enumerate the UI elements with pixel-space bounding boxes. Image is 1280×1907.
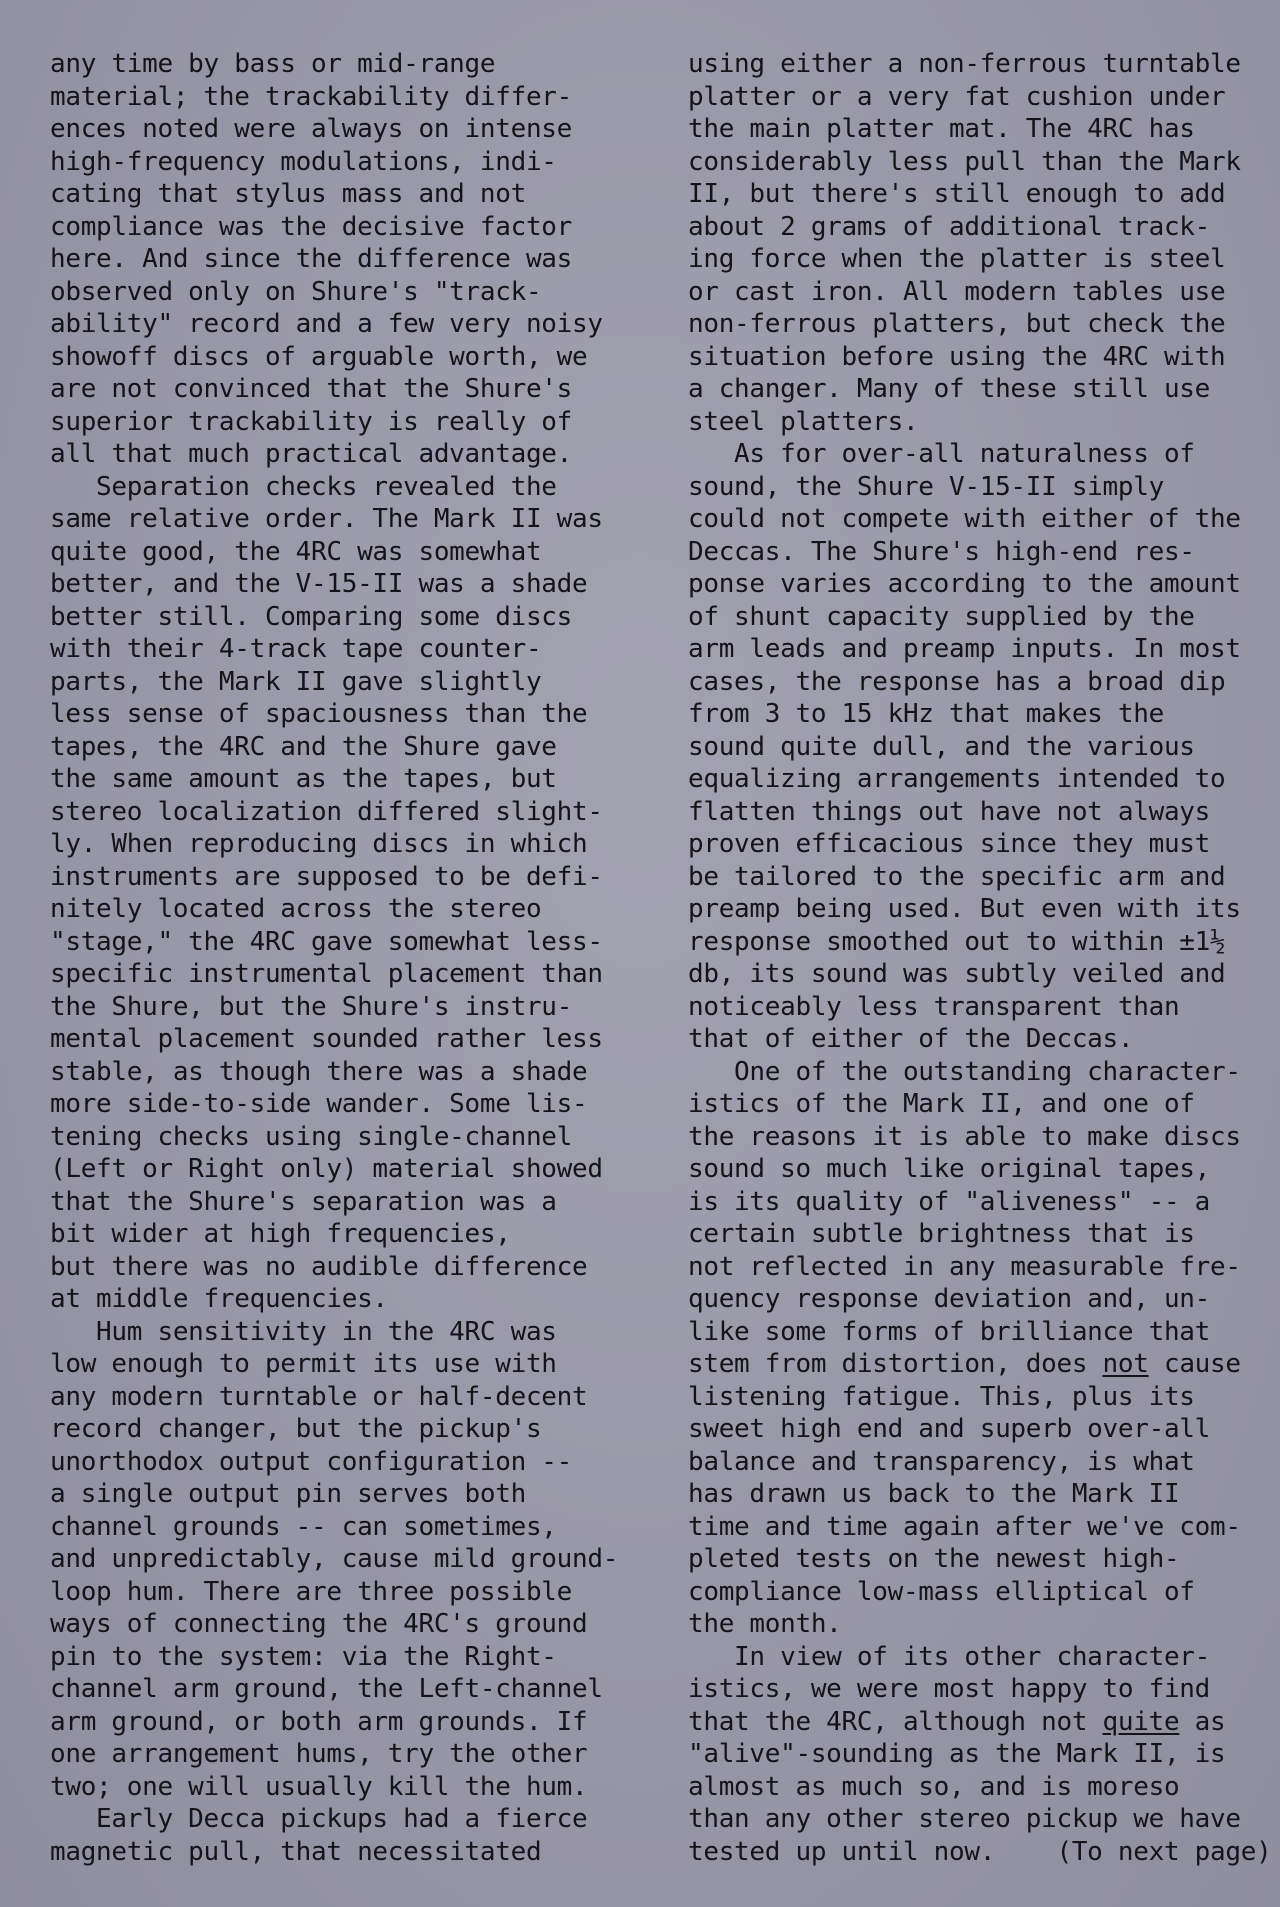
text-line: Early Decca pickups had a fierce bbox=[50, 1804, 588, 1834]
text-line: a single output pin serves both bbox=[50, 1479, 526, 1509]
text-line: nitely located across the stereo bbox=[50, 894, 542, 924]
text-line: preamp being used. But even with its bbox=[688, 894, 1241, 924]
text-line: that the 4RC, although not quite as bbox=[688, 1706, 1226, 1737]
text-line: or cast iron. All modern tables use bbox=[688, 276, 1226, 307]
text-line: observed only on Shure's "track- bbox=[50, 276, 542, 307]
text-line: high-frequency modulations, indi- bbox=[50, 146, 557, 177]
text-line: the reasons it is able to make discs bbox=[688, 1121, 1241, 1152]
text-line: like some forms of brilliance that bbox=[688, 1316, 1211, 1347]
text-line: magnetic pull, that necessitated bbox=[50, 1836, 542, 1867]
text-line: record changer, but the pickup's bbox=[50, 1414, 542, 1444]
text-line: Deccas. The Shure's high-end res- bbox=[688, 536, 1195, 567]
left-text-column bbox=[50, 48, 650, 1868]
text-line: tapes, the 4RC and the Shure gave bbox=[50, 731, 557, 762]
text-line: non-ferrous platters, but check the bbox=[688, 309, 1226, 339]
text-line: bit wider at high frequencies, bbox=[50, 1219, 511, 1249]
text-line: arm ground, or both arm grounds. If bbox=[50, 1706, 588, 1737]
text-line: response smoothed out to within ±1½ bbox=[688, 926, 1226, 957]
text-line: quency response deviation and, un- bbox=[688, 1284, 1211, 1314]
text-line: balance and transparency, is what bbox=[688, 1446, 1195, 1477]
text-line: could not compete with either of the bbox=[688, 504, 1241, 534]
text-line: stable, as though there was a shade bbox=[50, 1056, 588, 1087]
text-line: at middle frequencies. bbox=[50, 1284, 388, 1314]
text-line: tested up until now. (To next page) bbox=[688, 1836, 1272, 1867]
text-line: Hum sensitivity in the 4RC was bbox=[50, 1316, 557, 1347]
text-line: and unpredictably, cause mild ground- bbox=[50, 1544, 619, 1574]
text-line: listening fatigue. This, plus its bbox=[688, 1381, 1195, 1412]
text-line: but there was no audible difference bbox=[50, 1251, 588, 1282]
text-line: the main platter mat. The 4RC has bbox=[688, 114, 1195, 144]
text-line: quite good, the 4RC was somewhat bbox=[50, 536, 542, 567]
emphasis: not bbox=[1102, 1349, 1149, 1379]
text-line: istics, we were most happy to find bbox=[688, 1674, 1211, 1704]
text-line: than any other stereo pickup we have bbox=[688, 1804, 1241, 1834]
text-line: ability" record and a few very noisy bbox=[50, 309, 603, 339]
text-line: a changer. Many of these still use bbox=[688, 374, 1211, 404]
text-line: "alive"-sounding as the Mark II, is bbox=[688, 1739, 1226, 1769]
text-line: that of either of the Deccas. bbox=[688, 1024, 1134, 1054]
text-line: is its quality of "aliveness" -- a bbox=[688, 1186, 1211, 1217]
text-line: cating that stylus mass and not bbox=[50, 179, 526, 209]
text-line: better, and the V-15-II was a shade bbox=[50, 569, 588, 599]
text-line: any time by bass or mid-range bbox=[50, 49, 496, 79]
right-text-column bbox=[688, 48, 1272, 1868]
text-line: time and time again after we've com- bbox=[688, 1511, 1241, 1542]
text-line: of shunt capacity supplied by the bbox=[688, 601, 1195, 632]
text-line: using either a non-ferrous turntable bbox=[688, 49, 1241, 79]
text-line: stem from distortion, does not cause bbox=[688, 1349, 1241, 1379]
text-line: sweet high end and superb over-all bbox=[688, 1414, 1211, 1444]
text-line: loop hum. There are three possible bbox=[50, 1576, 573, 1607]
emphasis: quite bbox=[1102, 1706, 1180, 1737]
text-line: As for over-all naturalness of bbox=[688, 439, 1195, 469]
text-line: compliance low-mass elliptical of bbox=[688, 1576, 1195, 1607]
text-line: ly. When reproducing discs in which bbox=[50, 829, 588, 859]
text-line: not reflected in any measurable fre- bbox=[688, 1251, 1241, 1282]
text-line: better still. Comparing some discs bbox=[50, 601, 573, 632]
text-line: superior trackability is really of bbox=[50, 406, 573, 437]
text-line: tening checks using single-channel bbox=[50, 1121, 573, 1152]
text-line: almost as much so, and is moreso bbox=[688, 1771, 1180, 1802]
text-line: about 2 grams of additional track- bbox=[688, 211, 1211, 242]
text-line: parts, the Mark II gave slightly bbox=[50, 666, 542, 697]
text-line: In view of its other character- bbox=[688, 1641, 1211, 1672]
text-line: pin to the system: via the Right- bbox=[50, 1641, 557, 1672]
text-line: any modern turntable or half-decent bbox=[50, 1381, 588, 1412]
text-line: instruments are supposed to be defi- bbox=[50, 861, 603, 892]
text-line: the Shure, but the Shure's instru- bbox=[50, 991, 573, 1022]
text-line: II, but there's still enough to add bbox=[688, 179, 1226, 209]
text-line: arm leads and preamp inputs. In most bbox=[688, 634, 1241, 664]
text-line: (Left or Right only) material showed bbox=[50, 1154, 603, 1184]
text-line: the same amount as the tapes, but bbox=[50, 764, 557, 794]
text-line: one arrangement hums, try the other bbox=[50, 1739, 588, 1769]
text-line: steel platters. bbox=[688, 406, 919, 437]
text-line: cases, the response has a broad dip bbox=[688, 666, 1226, 697]
text-line: istics of the Mark II, and one of bbox=[688, 1089, 1195, 1119]
text-line: two; one will usually kill the hum. bbox=[50, 1771, 588, 1802]
text-line: from 3 to 15 kHz that makes the bbox=[688, 699, 1164, 729]
text-line: all that much practical advantage. bbox=[50, 439, 573, 469]
text-line: platter or a very fat cushion under bbox=[688, 81, 1226, 112]
text-line: "stage," the 4RC gave somewhat less- bbox=[50, 926, 603, 957]
text-line: be tailored to the specific arm and bbox=[688, 861, 1226, 892]
text-line: specific instrumental placement than bbox=[50, 959, 603, 989]
text-line: considerably less pull than the Mark bbox=[688, 146, 1241, 177]
text-line: with their 4-track tape counter- bbox=[50, 634, 542, 664]
text-line: situation before using the 4RC with bbox=[688, 341, 1226, 372]
text-line: db, its sound was subtly veiled and bbox=[688, 959, 1226, 989]
text-line: material; the trackability differ- bbox=[50, 81, 573, 112]
text-line: sound, the Shure V-15-II simply bbox=[688, 471, 1164, 502]
text-line: proven efficacious since they must bbox=[688, 829, 1211, 859]
text-line: ing force when the platter is steel bbox=[688, 244, 1226, 274]
text-line: channel grounds -- can sometimes, bbox=[50, 1511, 557, 1542]
text-line: ponse varies according to the amount bbox=[688, 569, 1241, 599]
text-line: ways of connecting the 4RC's ground bbox=[50, 1609, 588, 1639]
text-line: Separation checks revealed the bbox=[50, 471, 557, 502]
text-line: low enough to permit its use with bbox=[50, 1349, 557, 1379]
text-line: less sense of spaciousness than the bbox=[50, 699, 588, 729]
text-line: the month. bbox=[688, 1609, 842, 1639]
text-line: same relative order. The Mark II was bbox=[50, 504, 603, 534]
text-line: stereo localization differed slight- bbox=[50, 796, 603, 827]
text-line: equalizing arrangements intended to bbox=[688, 764, 1226, 794]
text-line: noticeably less transparent than bbox=[688, 991, 1180, 1022]
text-line: more side-to-side wander. Some lis- bbox=[50, 1089, 588, 1119]
text-line: that the Shure's separation was a bbox=[50, 1186, 557, 1217]
text-line: flatten things out have not always bbox=[688, 796, 1211, 827]
text-line: compliance was the decisive factor bbox=[50, 211, 573, 242]
text-line: unorthodox output configuration -- bbox=[50, 1446, 573, 1477]
text-line: pleted tests on the newest high- bbox=[688, 1544, 1180, 1574]
text-line: mental placement sounded rather less bbox=[50, 1024, 603, 1054]
text-line: certain subtle brightness that is bbox=[688, 1219, 1195, 1249]
text-line: sound so much like original tapes, bbox=[688, 1154, 1211, 1184]
text-line: are not convinced that the Shure's bbox=[50, 374, 573, 404]
text-line: channel arm ground, the Left-channel bbox=[50, 1674, 603, 1704]
text-line: here. And since the difference was bbox=[50, 244, 573, 274]
text-line: ences noted were always on intense bbox=[50, 114, 573, 144]
text-line: showoff discs of arguable worth, we bbox=[50, 341, 588, 372]
text-line: has drawn us back to the Mark II bbox=[688, 1479, 1180, 1509]
text-line: sound quite dull, and the various bbox=[688, 731, 1195, 762]
text-line: One of the outstanding character- bbox=[688, 1056, 1241, 1087]
